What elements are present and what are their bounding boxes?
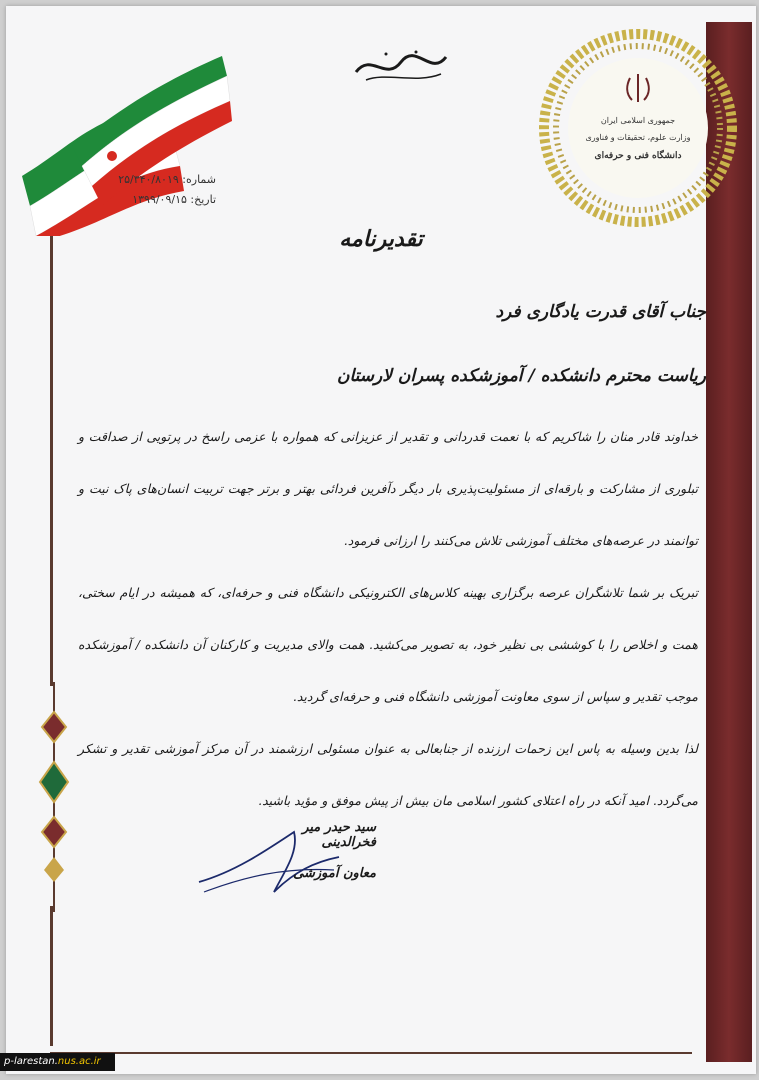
- signer-title: معاون آموزشی: [293, 866, 376, 881]
- university-emblem-icon: [538, 28, 738, 228]
- paragraph-2: تبریک بر شما تلاشگران عرصه برگزاری بهینه کلاس‌های الکترونیکی دانشگاه فنی و حرفه‌ای، که همیشه در ایام سختی، همت و اخلاص را با کوششی بی نظیر خود، به تصویر می‌کشید. همت والای مدیریت و کارکنان آن دانشکده / آموزشکده موجب تقدیر و سپاس از سوی معاونت آموزشی دانشگاه فنی و حرفه‌ای گردید.: [78, 585, 698, 704]
- certificate-page: [6, 6, 756, 1074]
- bottom-border-line: [50, 1052, 692, 1054]
- date-label: تاریخ:: [190, 193, 216, 206]
- body-text: [78, 411, 698, 827]
- signer-name: سید حیدر میر فخرالدینی: [302, 820, 376, 850]
- number-row: [116, 170, 216, 190]
- left-border-line-lower: [50, 906, 53, 1046]
- addressee-position: ریاست محترم دانشکده / آموزشکده پسران لارستان: [336, 366, 706, 386]
- date-value: ۱۳۹۹/۰۹/۱۵: [132, 193, 187, 206]
- emblem-line-2: وزارت علوم، تحقیقات و فناوری: [585, 133, 691, 142]
- paragraph-3: لذا بدین وسیله به پاس این زحمات ارزنده از جنابعالی به عنوان مسئولی ارزشمند در آن مرکز آموزشی تقدیر و تشکر می‌گردد. امید آنکه در راه اعتلای کشور اسلامی مان بیش از پیش موفق و مؤید باشید.: [78, 741, 698, 808]
- decorative-ornament-icon: [36, 682, 72, 912]
- site-prefix: p-larestan.: [4, 1056, 58, 1067]
- number-value: ۲۵/۳۴۰/۸۰۱۹: [118, 173, 179, 186]
- addressee-block: [306, 292, 706, 396]
- addressee-name: جناب آقای قدرت یادگاری فرد: [495, 302, 706, 322]
- emblem-line-1: جمهوری اسلامی ایران: [600, 116, 676, 125]
- bismillah-calligraphy-icon: [346, 42, 456, 92]
- document-title: تقدیرنامه: [339, 226, 423, 252]
- number-label: شماره:: [182, 173, 216, 186]
- date-row: [116, 190, 216, 210]
- paragraph-1: خداوند قادر منان را شاکریم که با نعمت قدردانی و تقدیر از عزیزانی که همواره با عزمی راسخ در پرتویی از صداقت و تبلوری از مشارکت و بارقه‌ای از مسئولیت‌پذیری بار دیگر دآفرین فردائی بهتر و برتر جهت تربیت انسان‌های پاک نیت و توانمند در عرصه‌های مختلف آموزشی تلاش می‌کنند را ارزانی فرمود.: [78, 429, 698, 548]
- site-watermark: [0, 1053, 115, 1071]
- left-border-line: [50, 216, 53, 686]
- emblem-line-3: دانشگاه فنی و حرفه‌ای: [594, 151, 682, 161]
- site-domain: nus.ac.ir: [57, 1056, 101, 1067]
- document-meta: [116, 170, 216, 210]
